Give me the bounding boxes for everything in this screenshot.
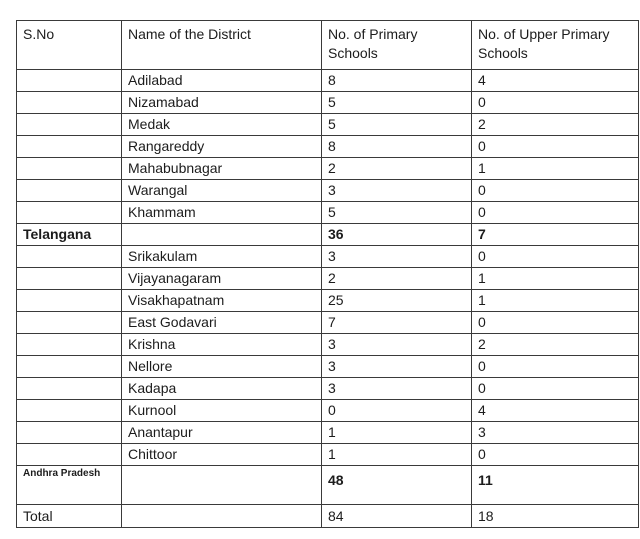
- table-row: [17, 268, 639, 290]
- upper-cell: 2: [472, 334, 639, 356]
- primary-cell: 1: [322, 422, 472, 444]
- district-cell: East Godavari: [122, 312, 322, 334]
- upper-cell: 7: [472, 224, 639, 246]
- sno-cell: [17, 290, 122, 312]
- sno-cell: [17, 356, 122, 378]
- sno-cell: [17, 268, 122, 290]
- upper-cell: 2: [472, 114, 639, 136]
- primary-cell: 1: [322, 444, 472, 466]
- sno-cell: [17, 422, 122, 444]
- table-row: [17, 70, 639, 92]
- table-row: [17, 312, 639, 334]
- district-cell: [122, 224, 322, 246]
- table-row: [17, 444, 639, 466]
- state-label: Andhra Pradesh: [17, 466, 122, 505]
- grand-total-row: [17, 505, 639, 528]
- primary-cell: 5: [322, 92, 472, 114]
- sno-cell: [17, 312, 122, 334]
- district-cell: Vijayanagaram: [122, 268, 322, 290]
- primary-cell: 8: [322, 136, 472, 158]
- sno-cell: [17, 136, 122, 158]
- district-cell: Nizamabad: [122, 92, 322, 114]
- sno-cell: [17, 202, 122, 224]
- upper-cell: 0: [472, 312, 639, 334]
- table-row: [17, 202, 639, 224]
- table-row: [17, 158, 639, 180]
- sno-cell: [17, 92, 122, 114]
- district-cell: Srikakulam: [122, 246, 322, 268]
- primary-cell: 5: [322, 114, 472, 136]
- district-cell: Visakhapatnam: [122, 290, 322, 312]
- table-row: [17, 180, 639, 202]
- state-subtotal-row: [17, 224, 639, 246]
- table-row: [17, 114, 639, 136]
- district-cell: Kadapa: [122, 378, 322, 400]
- district-cell: Chittoor: [122, 444, 322, 466]
- primary-cell: 0: [322, 400, 472, 422]
- upper-cell: 18: [472, 505, 639, 528]
- sno-cell: [17, 114, 122, 136]
- table-row: [17, 290, 639, 312]
- primary-cell: 3: [322, 246, 472, 268]
- upper-cell: 0: [472, 202, 639, 224]
- table-row: [17, 246, 639, 268]
- upper-cell: 0: [472, 356, 639, 378]
- district-cell: Rangareddy: [122, 136, 322, 158]
- district-cell: Khammam: [122, 202, 322, 224]
- state-label: Telangana: [17, 224, 122, 246]
- table-row: [17, 422, 639, 444]
- upper-cell: 4: [472, 400, 639, 422]
- header-district: Name of the District: [122, 21, 322, 70]
- district-cell: Adilabad: [122, 70, 322, 92]
- upper-cell: 1: [472, 268, 639, 290]
- upper-cell: 0: [472, 378, 639, 400]
- upper-cell: 4: [472, 70, 639, 92]
- schools-table: [16, 20, 639, 528]
- district-cell: Mahabubnagar: [122, 158, 322, 180]
- primary-cell: 3: [322, 378, 472, 400]
- primary-cell: 3: [322, 356, 472, 378]
- sno-cell: [17, 158, 122, 180]
- district-cell: Medak: [122, 114, 322, 136]
- primary-cell: 2: [322, 158, 472, 180]
- upper-cell: 1: [472, 290, 639, 312]
- sno-cell: [17, 180, 122, 202]
- table-row: [17, 136, 639, 158]
- primary-cell: 7: [322, 312, 472, 334]
- sno-cell: [17, 334, 122, 356]
- upper-cell: 3: [472, 422, 639, 444]
- sno-cell: [17, 70, 122, 92]
- primary-cell: 25: [322, 290, 472, 312]
- primary-cell: 48: [322, 466, 472, 505]
- header-primary: No. of Primary Schools: [322, 21, 472, 70]
- header-row: [17, 21, 639, 70]
- district-cell: [122, 505, 322, 528]
- upper-cell: 0: [472, 92, 639, 114]
- upper-cell: 0: [472, 136, 639, 158]
- upper-cell: 0: [472, 444, 639, 466]
- primary-cell: 3: [322, 180, 472, 202]
- district-cell: Krishna: [122, 334, 322, 356]
- primary-cell: 8: [322, 70, 472, 92]
- table-row: [17, 334, 639, 356]
- upper-cell: 1: [472, 158, 639, 180]
- primary-cell: 2: [322, 268, 472, 290]
- sno-cell: [17, 400, 122, 422]
- table-row: [17, 92, 639, 114]
- primary-cell: 36: [322, 224, 472, 246]
- district-cell: Anantapur: [122, 422, 322, 444]
- header-sno: S.No: [17, 21, 122, 70]
- primary-cell: 84: [322, 505, 472, 528]
- sno-cell: [17, 246, 122, 268]
- header-upper: No. of Upper Primary Schools: [472, 21, 639, 70]
- table-row: [17, 378, 639, 400]
- state-subtotal-row: [17, 466, 639, 505]
- district-cell: Kurnool: [122, 400, 322, 422]
- sno-cell: [17, 378, 122, 400]
- district-cell: Warangal: [122, 180, 322, 202]
- total-label: Total: [17, 505, 122, 528]
- sno-cell: [17, 444, 122, 466]
- table-body: [17, 21, 639, 528]
- table-row: [17, 400, 639, 422]
- table-row: [17, 356, 639, 378]
- primary-cell: 3: [322, 334, 472, 356]
- upper-cell: 0: [472, 180, 639, 202]
- upper-cell: 0: [472, 246, 639, 268]
- primary-cell: 5: [322, 202, 472, 224]
- district-cell: Nellore: [122, 356, 322, 378]
- upper-cell: 11: [472, 466, 639, 505]
- district-cell: [122, 466, 322, 505]
